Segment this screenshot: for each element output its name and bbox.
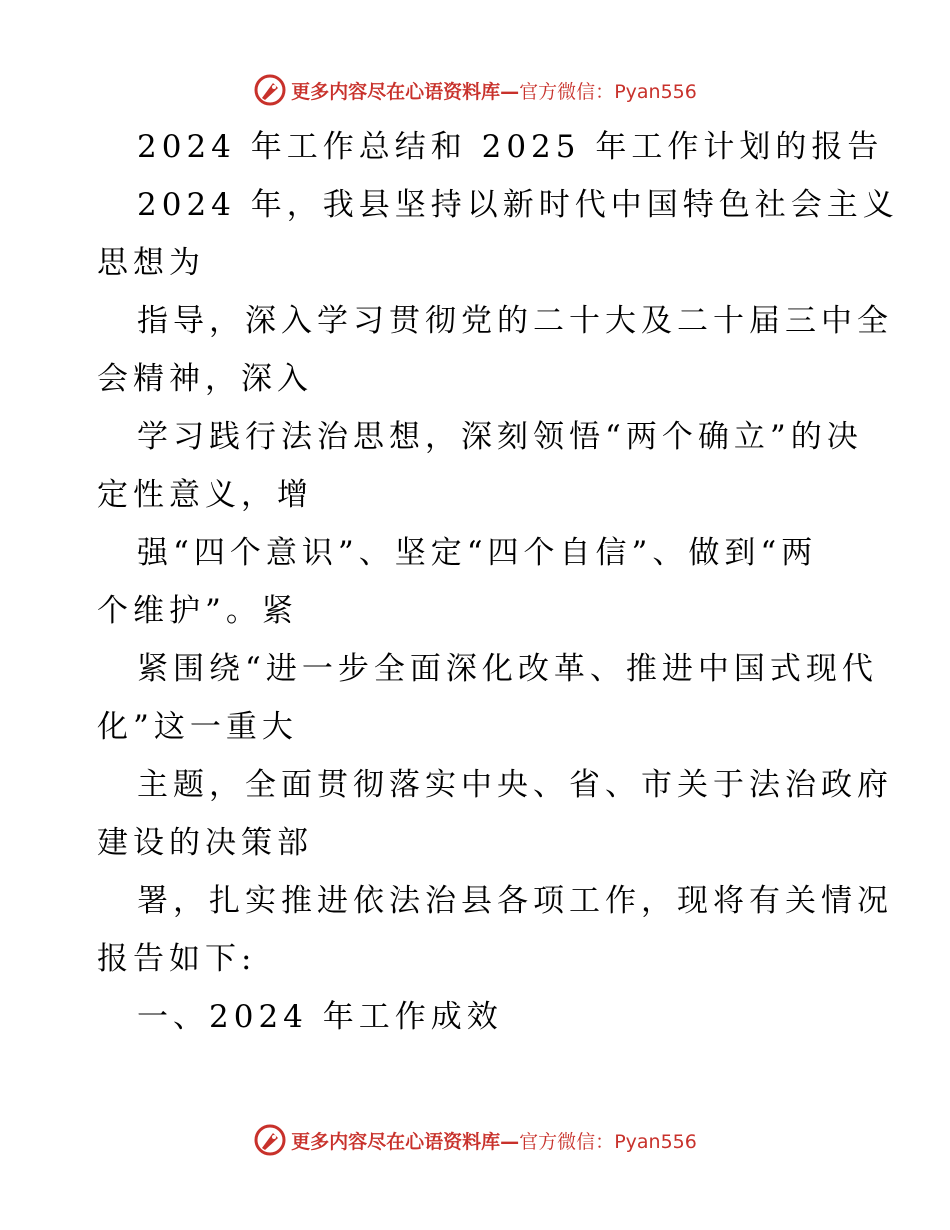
body-line: 建设的决策部 [97, 825, 313, 861]
body-line: 指导，深入学习贯彻党的二十大及二十届三中全 [137, 303, 893, 339]
wechat-label: 官方微信： [519, 1130, 615, 1153]
header-banner [0, 70, 950, 110]
body-line: 个维护”。紧 [97, 593, 298, 629]
document-body [97, 118, 899, 1046]
document-title: 2024 年工作总结和 2025 年工作计划的报告 [137, 129, 884, 165]
header-banner-text [291, 77, 697, 104]
section-heading: 一、2024 年工作成效 [137, 999, 503, 1035]
body-line: 思想为 [97, 245, 205, 281]
site-name: 更多内容尽在心语资料库 [291, 1130, 501, 1153]
body-line: 主题，全面贯彻落实中央、省、市关于法治政府 [137, 767, 893, 803]
wechat-id: Pyan556 [614, 1130, 697, 1153]
wechat-label: 官方微信： [519, 80, 615, 103]
body-line: 紧围绕“进一步全面深化改革、推进中国式现代 [137, 651, 878, 687]
body-line: 会精神，深入 [97, 361, 313, 397]
body-line: 报告如下: [97, 941, 257, 977]
body-line: 署，扎实推进依法治县各项工作，现将有关情况 [137, 883, 893, 919]
body-line: 强“四个意识”、坚定“四个自信”、做到“两 [137, 535, 818, 571]
body-line: 学习践行法治思想，深刻领悟“两个确立”的决 [137, 419, 863, 455]
pen-nib-logo-icon [253, 1123, 287, 1157]
site-name: 更多内容尽在心语资料库 [291, 80, 501, 103]
wechat-id: Pyan556 [614, 80, 697, 103]
pen-nib-logo-icon [253, 73, 287, 107]
body-line: 定性意义，增 [97, 477, 313, 513]
separator: — [500, 80, 520, 103]
body-line: 2024 年，我县坚持以新时代中国特色社会主义 [137, 187, 899, 223]
footer-banner [0, 1120, 950, 1160]
footer-banner-text [291, 1127, 697, 1154]
body-line: 化”这一重大 [97, 709, 298, 745]
separator: — [500, 1130, 520, 1153]
